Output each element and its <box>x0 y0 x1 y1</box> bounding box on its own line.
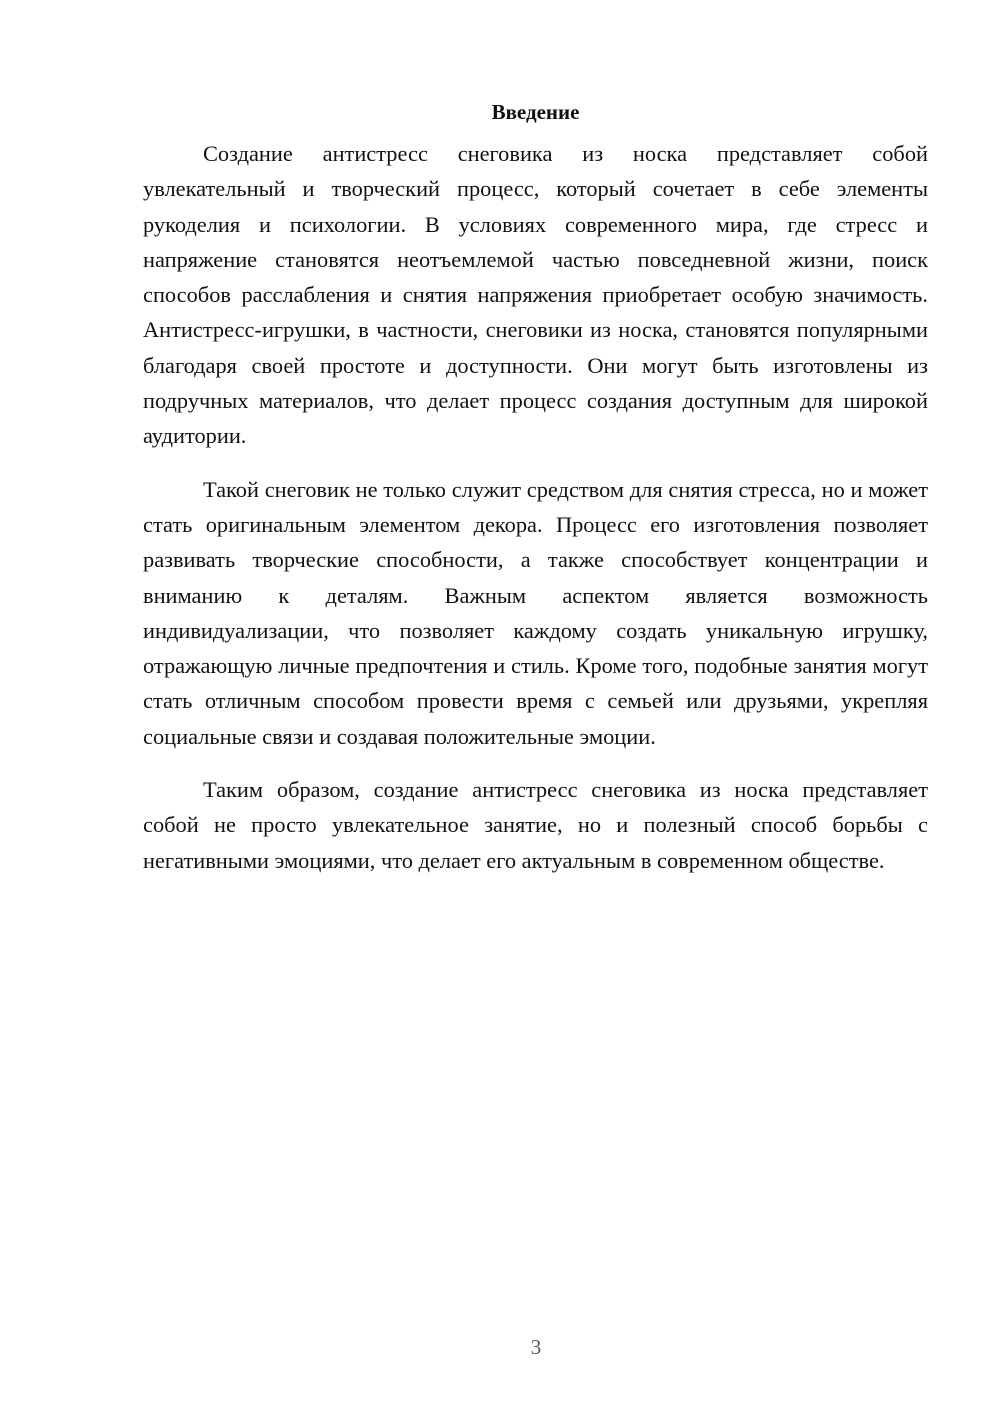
page-number: 3 <box>530 1335 542 1359</box>
paragraph-1: Создание антистресс снеговика из носка представляет собой увлекательный и творческий процесс, который сочетает в себе элементы рукоделия и психологии. В условиях современного мира, где стресс и напряжение становятся неотъемлемой частью повседневной жизни, поиск способов расслабления и снятия напряжения приобретает особую значимость. Антистресс-игрушки, в частности, снеговики из носка, становятся популярными благодаря своей простоте и доступности. Они могут быть изготовлены из подручных материалов, что делает процесс создания доступным для широкой аудитории. <box>143 141 928 449</box>
section-heading: Введение <box>491 100 580 124</box>
paragraph-3: Таким образом, создание антистресс снеговика из носка представляет собой не просто увлекательное занятие, но и полезный способ борьбы с негативными эмоциями, что делает его актуальным в современном обществе. <box>143 777 928 873</box>
paragraph-2: Такой снеговик не только служит средством для снятия стресса, но и может стать оригинальным элементом декора. Процесс его изготовления позволяет развивать творческие способности, а также способствует концентрации и вниманию к деталям. Важным аспектом является возможность индивидуализации, что позволяет каждому создать уникальную игрушку, отражающую личные предпочтения и стиль. Кроме того, подобные занятия могут стать отличным способом провести время с семьей или друзьями, укрепляя социальные связи и создавая положительные эмоции. <box>143 476 928 749</box>
page-content <box>143 98 928 878</box>
